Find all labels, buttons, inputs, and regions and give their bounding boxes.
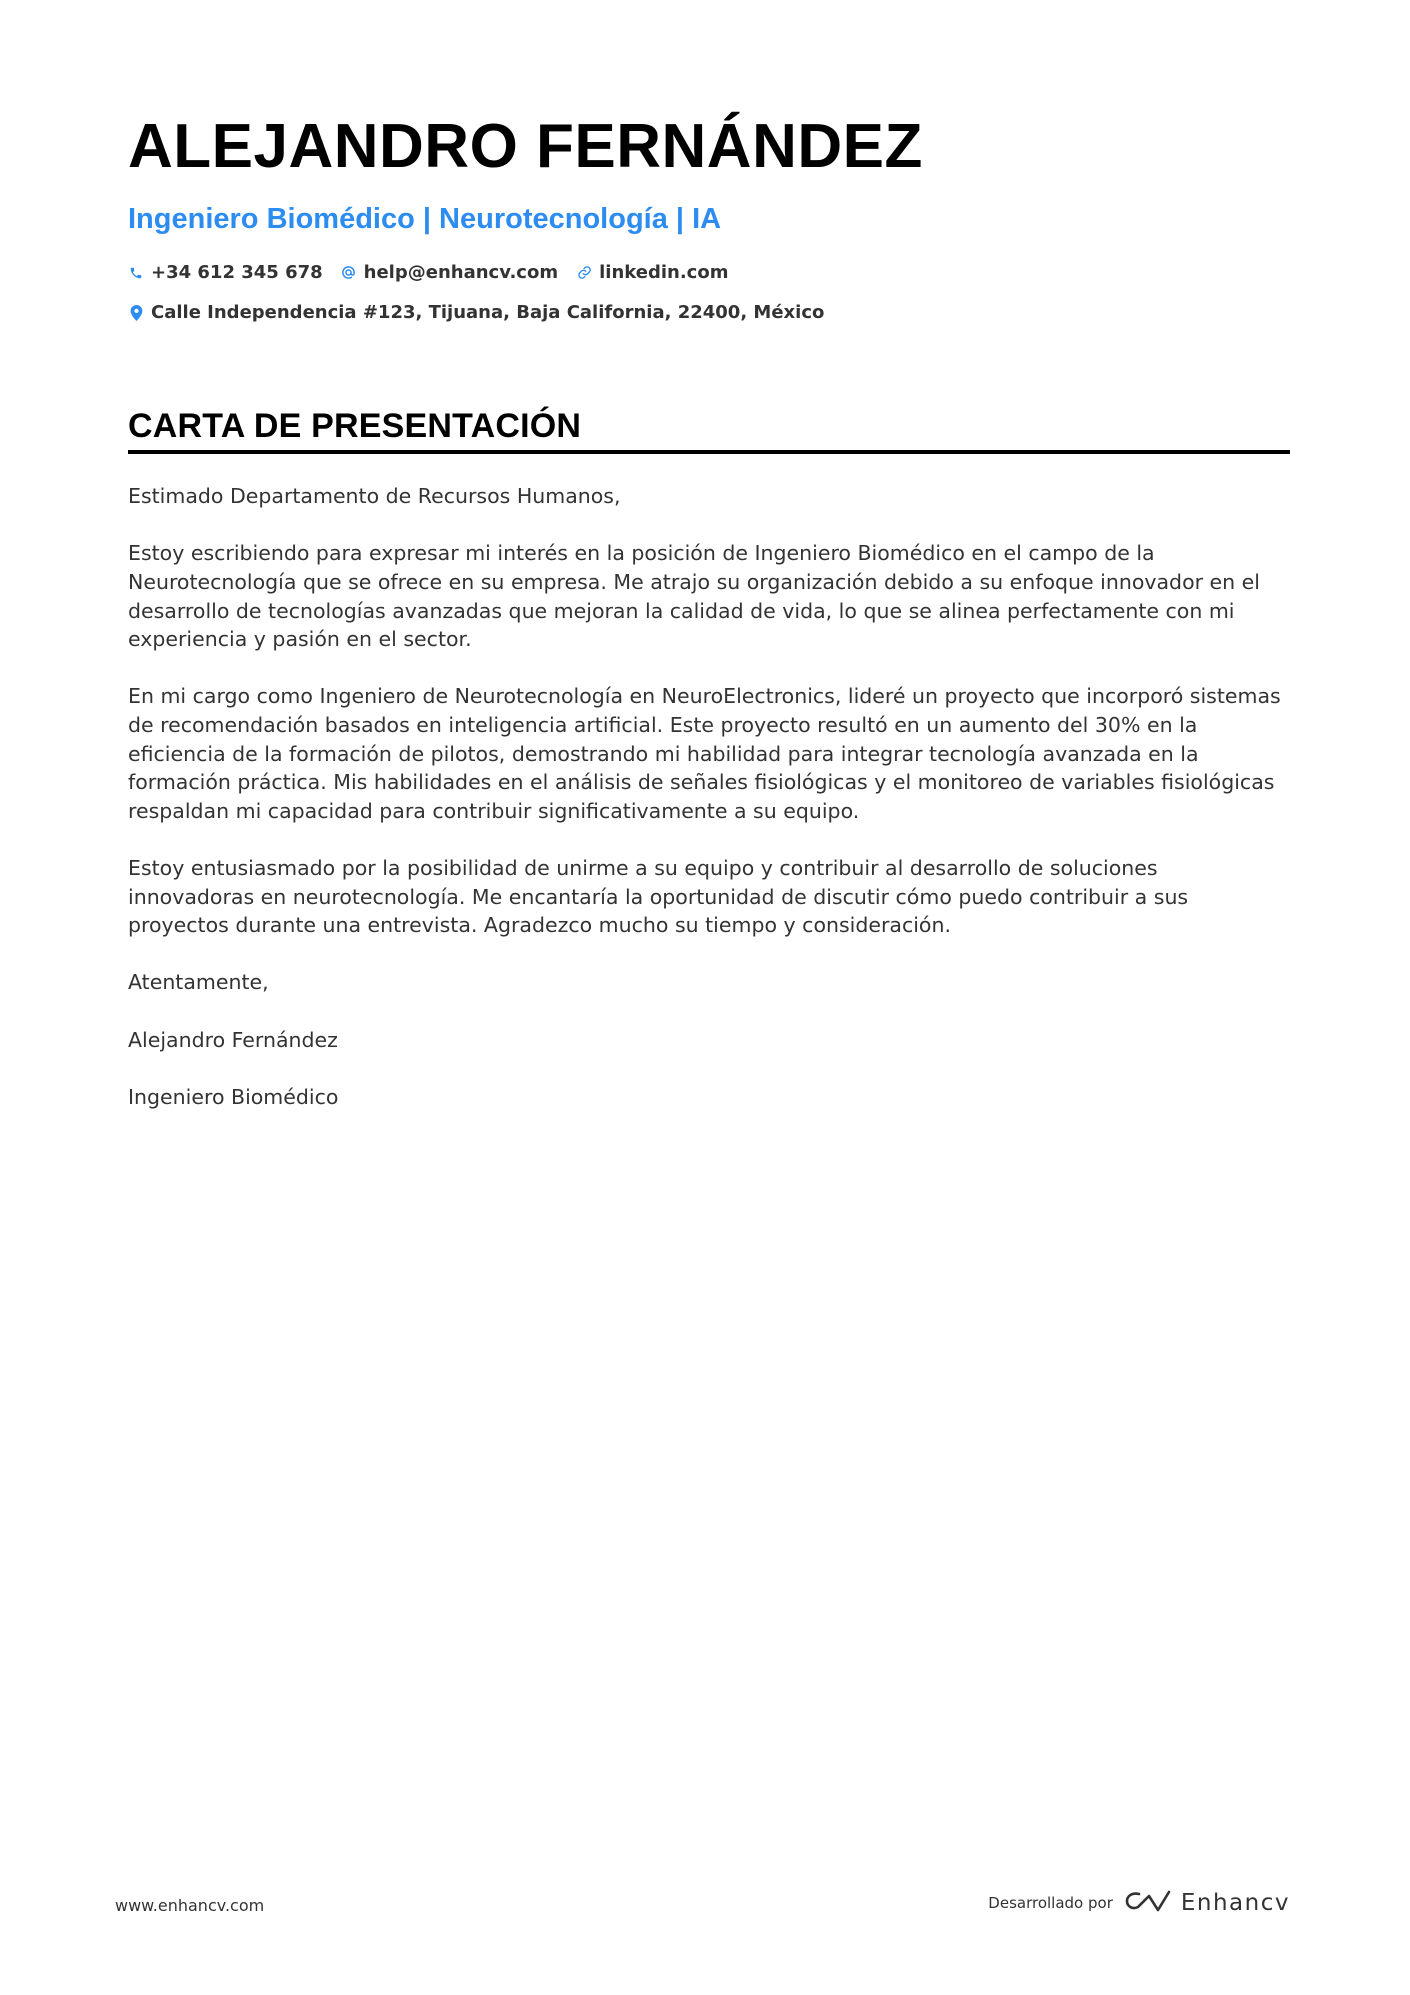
- phone-text: +34 612 345 678: [151, 262, 323, 283]
- footer-branding[interactable]: [988, 1888, 1290, 1918]
- powered-by-label: Desarrollado por: [988, 1894, 1113, 1912]
- letter-paragraph: En mi cargo como Ingeniero de Neurotecnología en NeuroElectronics, lideré un proyecto que incorporó sistemas de recomendación basados en inteligencia artificial. Este proyecto resultó en un aumento del 30% en la eficiencia de la formación de pilotos, demostrando mi habilidad para integrar tecnología avanzada en la formación práctica. Mis habilidades en el análisis de señales fisiológicas y el monitoreo de variables fisiológicas respaldan mi capacidad para contribuir significativamente a su equipo.: [128, 684, 1281, 823]
- contact-email[interactable]: [341, 262, 558, 283]
- cover-letter-page: [128, 100, 1290, 1140]
- contact-linkedin[interactable]: [576, 262, 728, 283]
- contact-row-address: [128, 302, 1290, 323]
- enhancv-logo-icon: [1125, 1888, 1181, 1918]
- candidate-name: ALEJANDRO FERNÁNDEZ: [128, 112, 923, 181]
- location-pin-icon: [128, 304, 144, 322]
- letter-paragraph: Estoy escribiendo para expresar mi interés en la posición de Ingeniero Biomédico en el campo de la Neurotecnología que se ofrece en su empresa. Me atrajo su organización debido a su enfoque innovador en el desarrollo de tecnologías avanzadas que mejoran la calidad de vida, lo que se alinea perfectamente con mi experiencia y pasión en el sector.: [128, 541, 1260, 652]
- signature-name: Alejandro Fernández: [128, 1027, 338, 1052]
- phone-icon: [128, 264, 144, 282]
- contact-row-primary: [128, 262, 1290, 283]
- linkedin-link[interactable]: linkedin.com: [599, 262, 729, 283]
- candidate-headline: Ingeniero Biomédico | Neurotecnología | IA: [128, 203, 722, 235]
- section-title: CARTA DE PRESENTACIÓN: [128, 407, 1290, 454]
- letter-paragraph: Estoy entusiasmado por la posibilidad de unirme a su equipo y contribuir al desarrollo de soluciones innovadoras en neurotecnología. Me encantaría la oportunidad de discutir cómo puedo contribuir a sus proyectos durante una entrevista. Agradezco mucho su tiempo y consideración.: [128, 855, 1189, 938]
- letter-closing: Atentamente,: [128, 970, 269, 995]
- at-sign-icon: [341, 264, 357, 282]
- link-icon: [576, 264, 592, 282]
- signature-title: Ingeniero Biomédico: [128, 1084, 339, 1109]
- brand-name: Enhancv: [1180, 1890, 1290, 1916]
- contact-phone: [128, 262, 323, 283]
- footer-website[interactable]: www.enhancv.com: [115, 1896, 265, 1915]
- letter-greeting: Estimado Departamento de Recursos Humanos,: [128, 484, 621, 509]
- contact-address: [128, 302, 824, 323]
- letter-body: [128, 482, 1290, 1111]
- address-text: Calle Independencia #123, Tijuana, Baja California, 22400, México: [151, 302, 825, 323]
- email-link[interactable]: help@enhancv.com: [363, 262, 559, 283]
